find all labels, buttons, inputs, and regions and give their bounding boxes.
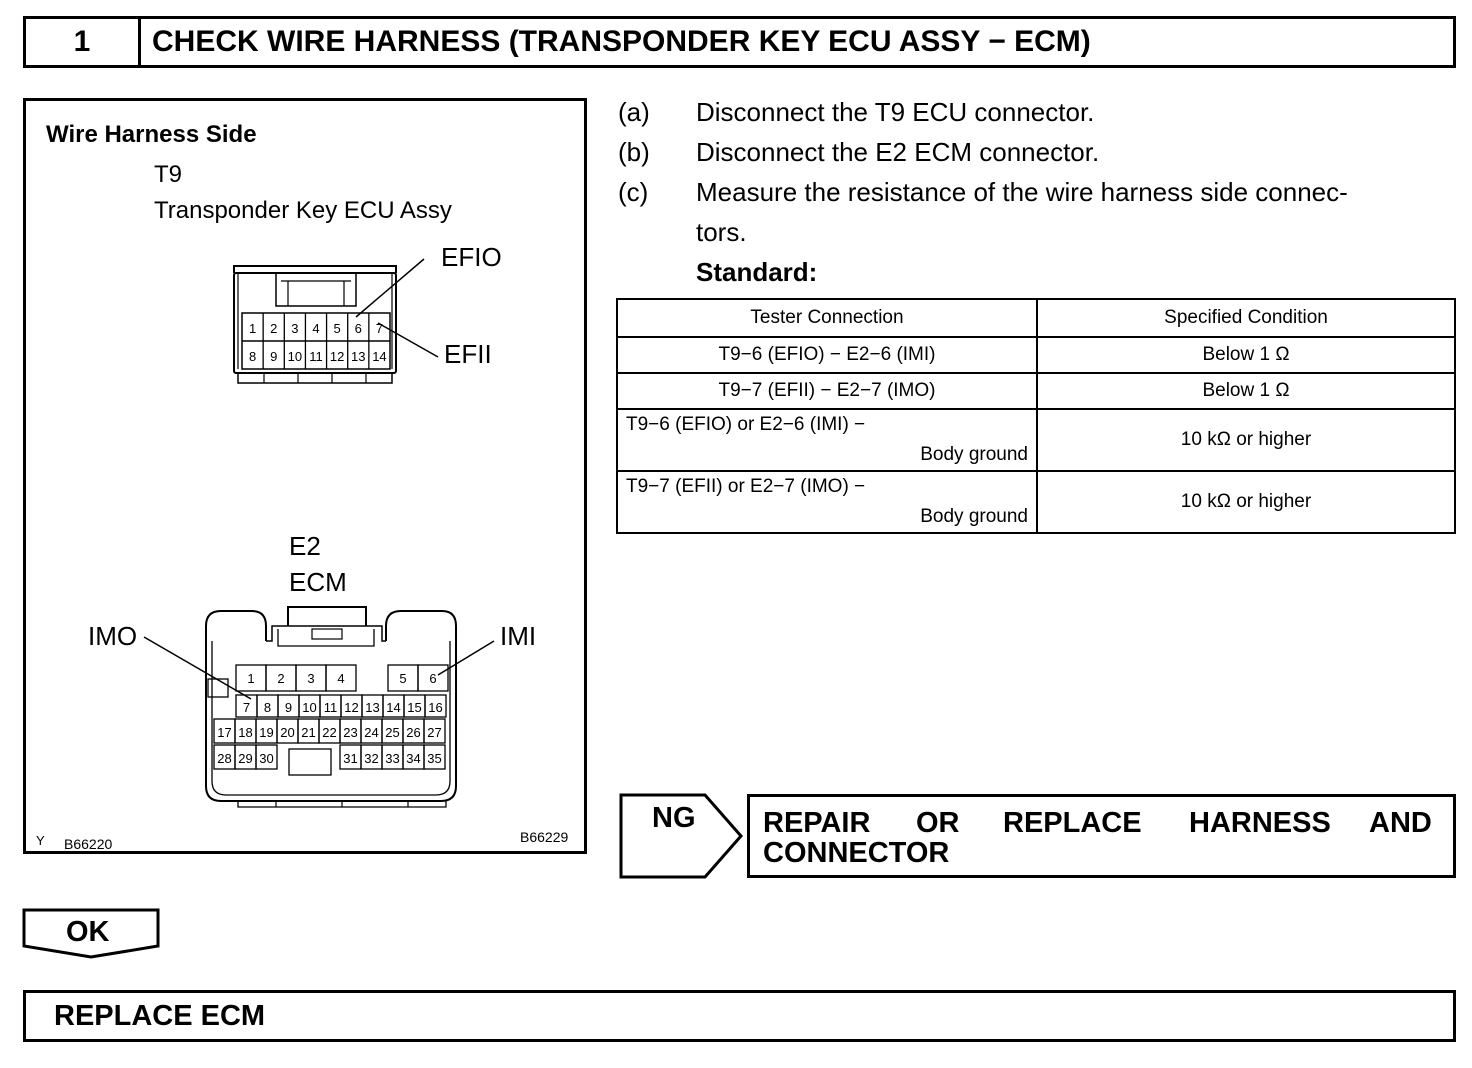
e2-pin: 34: [406, 751, 421, 766]
step-a-label: (a): [618, 97, 650, 127]
t9-pin: 12: [329, 349, 345, 364]
header-tester-connection: Tester Connection: [617, 299, 1037, 337]
spec-table: [616, 298, 1456, 534]
cell-condition: 10 kΩ or higher: [1037, 471, 1455, 533]
e2-code: E2: [289, 531, 321, 561]
header-specified-condition: Specified Condition: [1037, 299, 1455, 337]
ng-word: REPAIR: [763, 807, 871, 839]
ng-word: REPLACE: [1003, 807, 1142, 839]
step-number: 1: [26, 19, 141, 65]
pin-cell: [289, 749, 331, 775]
cell-connection: [617, 471, 1037, 533]
cell-connection-line2: Body ground: [920, 506, 1028, 527]
e2-pin: 5: [399, 671, 407, 686]
cell-connection: [617, 409, 1037, 471]
cell-condition: 10 kΩ or higher: [1037, 409, 1455, 471]
step-a: [618, 97, 1458, 129]
step-header: [23, 16, 1456, 68]
t9-pin: 1: [248, 321, 257, 336]
t9-pin: 10: [287, 349, 303, 364]
e2-pin: 2: [277, 671, 285, 686]
t9-pin: 6: [354, 321, 362, 336]
cell-connection: T9−6 (EFIO) − E2−6 (IMI): [617, 337, 1037, 373]
e2-pin: 23: [343, 725, 358, 740]
e2-pin: 20: [280, 725, 295, 740]
cell-connection-line1: T9−6 (EFIO) or E2−6 (IMI) −: [626, 414, 866, 435]
t9-pin: 11: [309, 349, 323, 364]
e2-pin: 12: [344, 700, 359, 715]
figure-code-left: B66220: [64, 836, 113, 852]
t9-pin: 8: [248, 349, 257, 364]
e2-pin: 28: [217, 751, 232, 766]
step-b: [618, 137, 1458, 169]
e2-pin: 35: [427, 751, 442, 766]
e2-pin: 10: [302, 700, 317, 715]
figure-title: Wire Harness Side: [46, 121, 257, 148]
cell-condition: Below 1 Ω: [1037, 337, 1455, 373]
t9-pin: 14: [372, 349, 387, 364]
ng-word: HARNESS: [1189, 807, 1331, 839]
e2-pin: 26: [406, 725, 421, 740]
ok-label: OK: [66, 916, 110, 948]
e2-pin: 16: [428, 700, 443, 715]
step-b-text: Disconnect the E2 ECM connector.: [696, 137, 1100, 167]
e2-pin: 4: [337, 671, 345, 686]
e2-pin: 32: [364, 751, 379, 766]
table-header-row: [617, 299, 1455, 337]
e2-pin: 29: [238, 751, 253, 766]
ng-label: NG: [652, 802, 696, 834]
ng-word: AND: [1369, 807, 1432, 839]
e2-label-imi: IMI: [500, 621, 537, 651]
t9-name: Transponder Key ECU Assy: [154, 197, 452, 224]
cell-connection: T9−7 (EFII) − E2−7 (IMO): [617, 373, 1037, 409]
table-row: [617, 373, 1455, 409]
cell-condition: Below 1 Ω: [1037, 373, 1455, 409]
e2-name: ECM: [289, 567, 347, 597]
e2-pin: 25: [385, 725, 400, 740]
t9-pin: 5: [333, 321, 341, 336]
corner-y: Y: [36, 833, 45, 848]
table-row: [617, 337, 1455, 373]
t9-pin: 2: [270, 321, 278, 336]
t9-label-efio: EFIO: [441, 242, 502, 272]
table-row: [617, 471, 1455, 533]
step-c: [618, 177, 1458, 209]
replace-ecm-text: REPLACE ECM: [54, 1000, 266, 1032]
step-title: CHECK WIRE HARNESS (TRANSPONDER KEY ECU ASSY − ECM): [152, 25, 1091, 58]
e2-pin: 9: [284, 700, 293, 715]
table-row: [617, 409, 1455, 471]
e2-pin: 14: [386, 700, 401, 715]
e2-label-imo: IMO: [88, 621, 138, 651]
step-c-text-2: tors.: [696, 217, 747, 247]
e2-pin: 3: [307, 671, 315, 686]
t9-pin: 7: [375, 321, 384, 336]
t9-pin: 3: [291, 321, 299, 336]
e2-pin: 22: [322, 725, 337, 740]
connector-figure: [23, 98, 587, 854]
cell-connection-line2: Body ground: [920, 444, 1028, 465]
e2-pin: 30: [259, 751, 274, 766]
replace-ecm-box: [23, 990, 1456, 1042]
e2-pin: 18: [238, 725, 253, 740]
e2-pin: 17: [217, 725, 232, 740]
step-c-text: Measure the resistance of the wire harness side connec-: [696, 177, 1348, 207]
ng-result-box: [747, 794, 1456, 878]
e2-pin: 31: [343, 751, 358, 766]
step-c-continued: [618, 217, 1458, 249]
e2-pin: 11: [323, 700, 338, 715]
e2-pin: 27: [427, 725, 442, 740]
e2-pin: 7: [242, 700, 251, 715]
ng-line2: CONNECTOR: [763, 837, 950, 869]
t9-pin: 4: [312, 321, 320, 336]
t9-code: T9: [154, 161, 183, 188]
standard-label: Standard:: [696, 257, 818, 287]
step-b-label: (b): [618, 137, 650, 167]
e2-pin: 6: [429, 671, 437, 686]
e2-pin: 24: [364, 725, 379, 740]
step-a-text: Disconnect the T9 ECU connector.: [696, 97, 1095, 127]
step-c-label: (c): [618, 177, 649, 207]
e2-pin: 33: [385, 751, 400, 766]
e2-pin: 19: [259, 725, 274, 740]
cell-connection-line1: T9−7 (EFII) or E2−7 (IMO) −: [626, 476, 866, 497]
t9-pin: 9: [270, 349, 278, 364]
e2-pin: 8: [263, 700, 272, 715]
t9-pin: 13: [351, 349, 366, 364]
e2-pin: 15: [407, 700, 422, 715]
e2-pin: 1: [247, 671, 255, 686]
e2-pin: 21: [301, 725, 316, 740]
t9-label-efii: EFII: [444, 339, 492, 369]
ng-word: OR: [916, 807, 960, 839]
figure-code-right: B66229: [520, 829, 569, 845]
e2-pin: 13: [365, 700, 380, 715]
